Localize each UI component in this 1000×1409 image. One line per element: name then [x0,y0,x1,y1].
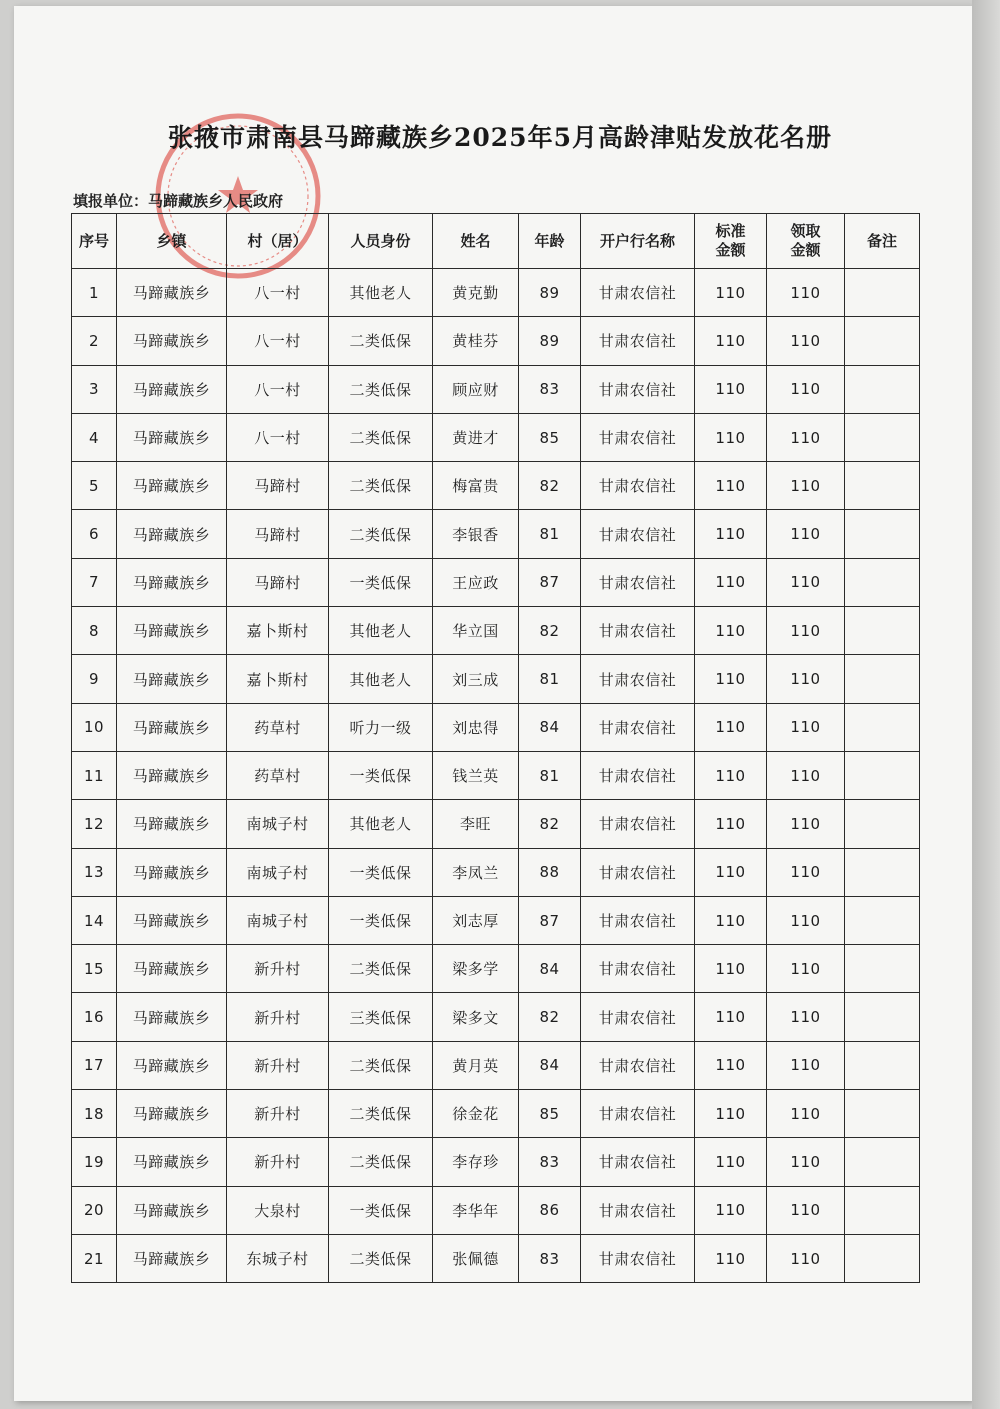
cell-village: 药草村 [227,703,329,751]
cell-identity: 一类低保 [329,896,433,944]
cell-remark [845,558,920,606]
cell-village: 新升村 [227,993,329,1041]
cell-age: 83 [519,1138,581,1186]
table-row [72,607,920,655]
cell-received-amount: 110 [767,655,845,703]
cell-town: 马蹄藏族乡 [117,365,227,413]
cell-identity: 二类低保 [329,945,433,993]
cell-name: 刘志厚 [433,896,519,944]
cell-identity: 听力一级 [329,703,433,751]
table-row [72,703,920,751]
cell-standard-amount: 110 [695,800,767,848]
subsidy-roster-table [71,213,920,1283]
cell-standard-amount: 110 [695,607,767,655]
cell-standard-amount: 110 [695,269,767,317]
cell-town: 马蹄藏族乡 [117,1234,227,1282]
cell-standard-amount: 110 [695,413,767,461]
cell-name: 顾应财 [433,365,519,413]
cell-bank: 甘肃农信社 [581,1186,695,1234]
cell-age: 84 [519,1041,581,1089]
cell-identity: 二类低保 [329,1041,433,1089]
cell-bank: 甘肃农信社 [581,462,695,510]
cell-bank: 甘肃农信社 [581,1234,695,1282]
cell-standard-amount: 110 [695,1041,767,1089]
cell-age: 81 [519,751,581,799]
cell-received-amount: 110 [767,365,845,413]
cell-bank: 甘肃农信社 [581,510,695,558]
cell-identity: 其他老人 [329,269,433,317]
cell-name: 黄进才 [433,413,519,461]
cell-remark [845,1186,920,1234]
cell-seq: 14 [72,896,117,944]
cell-name: 梁多文 [433,993,519,1041]
table-row [72,993,920,1041]
cell-town: 马蹄藏族乡 [117,655,227,703]
cell-town: 马蹄藏族乡 [117,848,227,896]
cell-seq: 19 [72,1138,117,1186]
cell-identity: 其他老人 [329,607,433,655]
header-remark: 备注 [845,214,920,269]
cell-standard-amount: 110 [695,1090,767,1138]
table-header-row [72,214,920,269]
cell-town: 马蹄藏族乡 [117,896,227,944]
cell-town: 马蹄藏族乡 [117,558,227,606]
cell-received-amount: 110 [767,413,845,461]
header-age: 年龄 [519,214,581,269]
table-row [72,365,920,413]
cell-town: 马蹄藏族乡 [117,317,227,365]
header-standard-line2: 金额 [715,241,746,259]
cell-remark [845,993,920,1041]
cell-town: 马蹄藏族乡 [117,462,227,510]
cell-received-amount: 110 [767,1138,845,1186]
cell-village: 新升村 [227,1090,329,1138]
cell-seq: 17 [72,1041,117,1089]
cell-standard-amount: 110 [695,703,767,751]
cell-received-amount: 110 [767,558,845,606]
cell-seq: 5 [72,462,117,510]
cell-bank: 甘肃农信社 [581,558,695,606]
cell-standard-amount: 110 [695,558,767,606]
cell-identity: 一类低保 [329,558,433,606]
cell-received-amount: 110 [767,510,845,558]
table-row [72,269,920,317]
cell-standard-amount: 110 [695,317,767,365]
cell-seq: 20 [72,1186,117,1234]
cell-bank: 甘肃农信社 [581,1041,695,1089]
cell-bank: 甘肃农信社 [581,607,695,655]
cell-bank: 甘肃农信社 [581,945,695,993]
cell-standard-amount: 110 [695,1138,767,1186]
cell-town: 马蹄藏族乡 [117,945,227,993]
cell-remark [845,800,920,848]
cell-received-amount: 110 [767,607,845,655]
cell-identity: 二类低保 [329,413,433,461]
cell-remark [845,269,920,317]
cell-name: 黄月英 [433,1041,519,1089]
cell-seq: 13 [72,848,117,896]
cell-village: 南城子村 [227,800,329,848]
cell-village: 南城子村 [227,848,329,896]
cell-town: 马蹄藏族乡 [117,413,227,461]
cell-seq: 8 [72,607,117,655]
cell-standard-amount: 110 [695,1234,767,1282]
cell-received-amount: 110 [767,751,845,799]
cell-remark [845,317,920,365]
table-row [72,751,920,799]
cell-received-amount: 110 [767,462,845,510]
cell-standard-amount: 110 [695,848,767,896]
cell-bank: 甘肃农信社 [581,365,695,413]
table-row [72,317,920,365]
cell-village: 新升村 [227,1138,329,1186]
header-village: 村（居） [227,214,329,269]
cell-age: 81 [519,655,581,703]
table-row [72,896,920,944]
cell-town: 马蹄藏族乡 [117,800,227,848]
cell-identity: 二类低保 [329,1090,433,1138]
cell-bank: 甘肃农信社 [581,896,695,944]
cell-bank: 甘肃农信社 [581,413,695,461]
cell-standard-amount: 110 [695,510,767,558]
cell-age: 88 [519,848,581,896]
cell-standard-amount: 110 [695,751,767,799]
cell-received-amount: 110 [767,848,845,896]
cell-identity: 一类低保 [329,848,433,896]
cell-village: 新升村 [227,1041,329,1089]
cell-remark [845,607,920,655]
cell-seq: 4 [72,413,117,461]
cell-standard-amount: 110 [695,462,767,510]
cell-received-amount: 110 [767,1186,845,1234]
table-row [72,655,920,703]
cell-received-amount: 110 [767,993,845,1041]
cell-name: 王应政 [433,558,519,606]
cell-name: 梁多学 [433,945,519,993]
table-row [72,1090,920,1138]
cell-village: 大泉村 [227,1186,329,1234]
cell-remark [845,413,920,461]
cell-name: 张佩德 [433,1234,519,1282]
cell-age: 83 [519,365,581,413]
cell-seq: 18 [72,1090,117,1138]
cell-standard-amount: 110 [695,993,767,1041]
header-received-line1: 领取 [790,222,821,240]
cell-standard-amount: 110 [695,1186,767,1234]
cell-standard-amount: 110 [695,655,767,703]
cell-received-amount: 110 [767,945,845,993]
cell-age: 89 [519,269,581,317]
cell-age: 87 [519,896,581,944]
cell-seq: 10 [72,703,117,751]
cell-remark [845,896,920,944]
cell-village: 南城子村 [227,896,329,944]
cell-village: 八一村 [227,317,329,365]
cell-age: 83 [519,1234,581,1282]
table-row [72,462,920,510]
header-name: 姓名 [433,214,519,269]
cell-seq: 3 [72,365,117,413]
cell-town: 马蹄藏族乡 [117,607,227,655]
table-row [72,800,920,848]
cell-remark [845,751,920,799]
cell-bank: 甘肃农信社 [581,848,695,896]
cell-name: 刘忠得 [433,703,519,751]
cell-village: 马蹄村 [227,558,329,606]
cell-age: 81 [519,510,581,558]
cell-remark [845,703,920,751]
cell-village: 药草村 [227,751,329,799]
cell-village: 新升村 [227,945,329,993]
table-row [72,1186,920,1234]
cell-identity: 一类低保 [329,1186,433,1234]
cell-name: 钱兰英 [433,751,519,799]
header-received-line2: 金额 [790,241,821,259]
cell-town: 马蹄藏族乡 [117,1090,227,1138]
table-row [72,1041,920,1089]
cell-remark [845,365,920,413]
cell-age: 87 [519,558,581,606]
cell-age: 89 [519,317,581,365]
header-identity: 人员身份 [329,214,433,269]
cell-town: 马蹄藏族乡 [117,993,227,1041]
cell-received-amount: 110 [767,317,845,365]
cell-name: 梅富贵 [433,462,519,510]
cell-received-amount: 110 [767,1090,845,1138]
cell-received-amount: 110 [767,703,845,751]
header-standard-line1: 标准 [715,222,746,240]
cell-name: 李银香 [433,510,519,558]
cell-name: 徐金花 [433,1090,519,1138]
cell-seq: 15 [72,945,117,993]
cell-age: 84 [519,945,581,993]
cell-bank: 甘肃农信社 [581,269,695,317]
cell-village: 嘉卜斯村 [227,607,329,655]
cell-name: 李华年 [433,1186,519,1234]
cell-received-amount: 110 [767,1234,845,1282]
cell-bank: 甘肃农信社 [581,317,695,365]
cell-town: 马蹄藏族乡 [117,510,227,558]
cell-remark [845,945,920,993]
header-seq: 序号 [72,214,117,269]
cell-age: 82 [519,993,581,1041]
cell-name: 黄克勤 [433,269,519,317]
cell-seq: 16 [72,993,117,1041]
cell-remark [845,510,920,558]
cell-identity: 二类低保 [329,1234,433,1282]
cell-identity: 一类低保 [329,751,433,799]
cell-received-amount: 110 [767,800,845,848]
cell-identity: 二类低保 [329,510,433,558]
cell-bank: 甘肃农信社 [581,993,695,1041]
cell-seq: 6 [72,510,117,558]
cell-received-amount: 110 [767,1041,845,1089]
cell-bank: 甘肃农信社 [581,1138,695,1186]
cell-name: 华立国 [433,607,519,655]
cell-age: 82 [519,800,581,848]
cell-town: 马蹄藏族乡 [117,1041,227,1089]
cell-village: 嘉卜斯村 [227,655,329,703]
header-received-amount [767,214,845,269]
cell-seq: 12 [72,800,117,848]
cell-remark [845,1041,920,1089]
table-row [72,558,920,606]
cell-remark [845,655,920,703]
cell-age: 82 [519,462,581,510]
cell-identity: 二类低保 [329,317,433,365]
cell-bank: 甘肃农信社 [581,800,695,848]
cell-town: 马蹄藏族乡 [117,751,227,799]
cell-identity: 三类低保 [329,993,433,1041]
cell-remark [845,1234,920,1282]
cell-name: 李旺 [433,800,519,848]
cell-standard-amount: 110 [695,365,767,413]
header-town: 乡镇 [117,214,227,269]
page-edge-shadow [972,0,1000,1409]
header-standard-amount [695,214,767,269]
table-row [72,848,920,896]
cell-name: 刘三成 [433,655,519,703]
cell-identity: 二类低保 [329,365,433,413]
cell-seq: 11 [72,751,117,799]
cell-remark [845,1138,920,1186]
header-bank: 开户行名称 [581,214,695,269]
cell-seq: 9 [72,655,117,703]
cell-name: 李存珍 [433,1138,519,1186]
table-row [72,510,920,558]
document-title: 张掖市肃南县马蹄藏族乡2025年5月高龄津贴发放花名册 [168,123,832,152]
cell-age: 82 [519,607,581,655]
cell-seq: 21 [72,1234,117,1282]
cell-town: 马蹄藏族乡 [117,1138,227,1186]
cell-identity: 二类低保 [329,462,433,510]
table-row [72,1138,920,1186]
cell-name: 李凤兰 [433,848,519,896]
cell-village: 马蹄村 [227,510,329,558]
cell-remark [845,462,920,510]
cell-town: 马蹄藏族乡 [117,1186,227,1234]
cell-seq: 1 [72,269,117,317]
cell-town: 马蹄藏族乡 [117,269,227,317]
cell-age: 85 [519,1090,581,1138]
cell-bank: 甘肃农信社 [581,751,695,799]
cell-remark [845,848,920,896]
cell-received-amount: 110 [767,896,845,944]
fill-unit-label: 填报单位：马蹄藏族乡人民政府 [73,192,284,210]
cell-village: 八一村 [227,269,329,317]
cell-seq: 7 [72,558,117,606]
cell-name: 黄桂芬 [433,317,519,365]
cell-bank: 甘肃农信社 [581,703,695,751]
table-row [72,945,920,993]
cell-village: 八一村 [227,413,329,461]
cell-standard-amount: 110 [695,896,767,944]
cell-age: 84 [519,703,581,751]
table-row [72,413,920,461]
cell-village: 马蹄村 [227,462,329,510]
cell-bank: 甘肃农信社 [581,1090,695,1138]
cell-town: 马蹄藏族乡 [117,703,227,751]
table-row [72,1234,920,1282]
cell-bank: 甘肃农信社 [581,655,695,703]
cell-identity: 其他老人 [329,655,433,703]
cell-remark [845,1090,920,1138]
cell-seq: 2 [72,317,117,365]
cell-age: 86 [519,1186,581,1234]
cell-identity: 其他老人 [329,800,433,848]
cell-identity: 二类低保 [329,1138,433,1186]
cell-village: 八一村 [227,365,329,413]
cell-village: 东城子村 [227,1234,329,1282]
cell-received-amount: 110 [767,269,845,317]
cell-standard-amount: 110 [695,945,767,993]
cell-age: 85 [519,413,581,461]
